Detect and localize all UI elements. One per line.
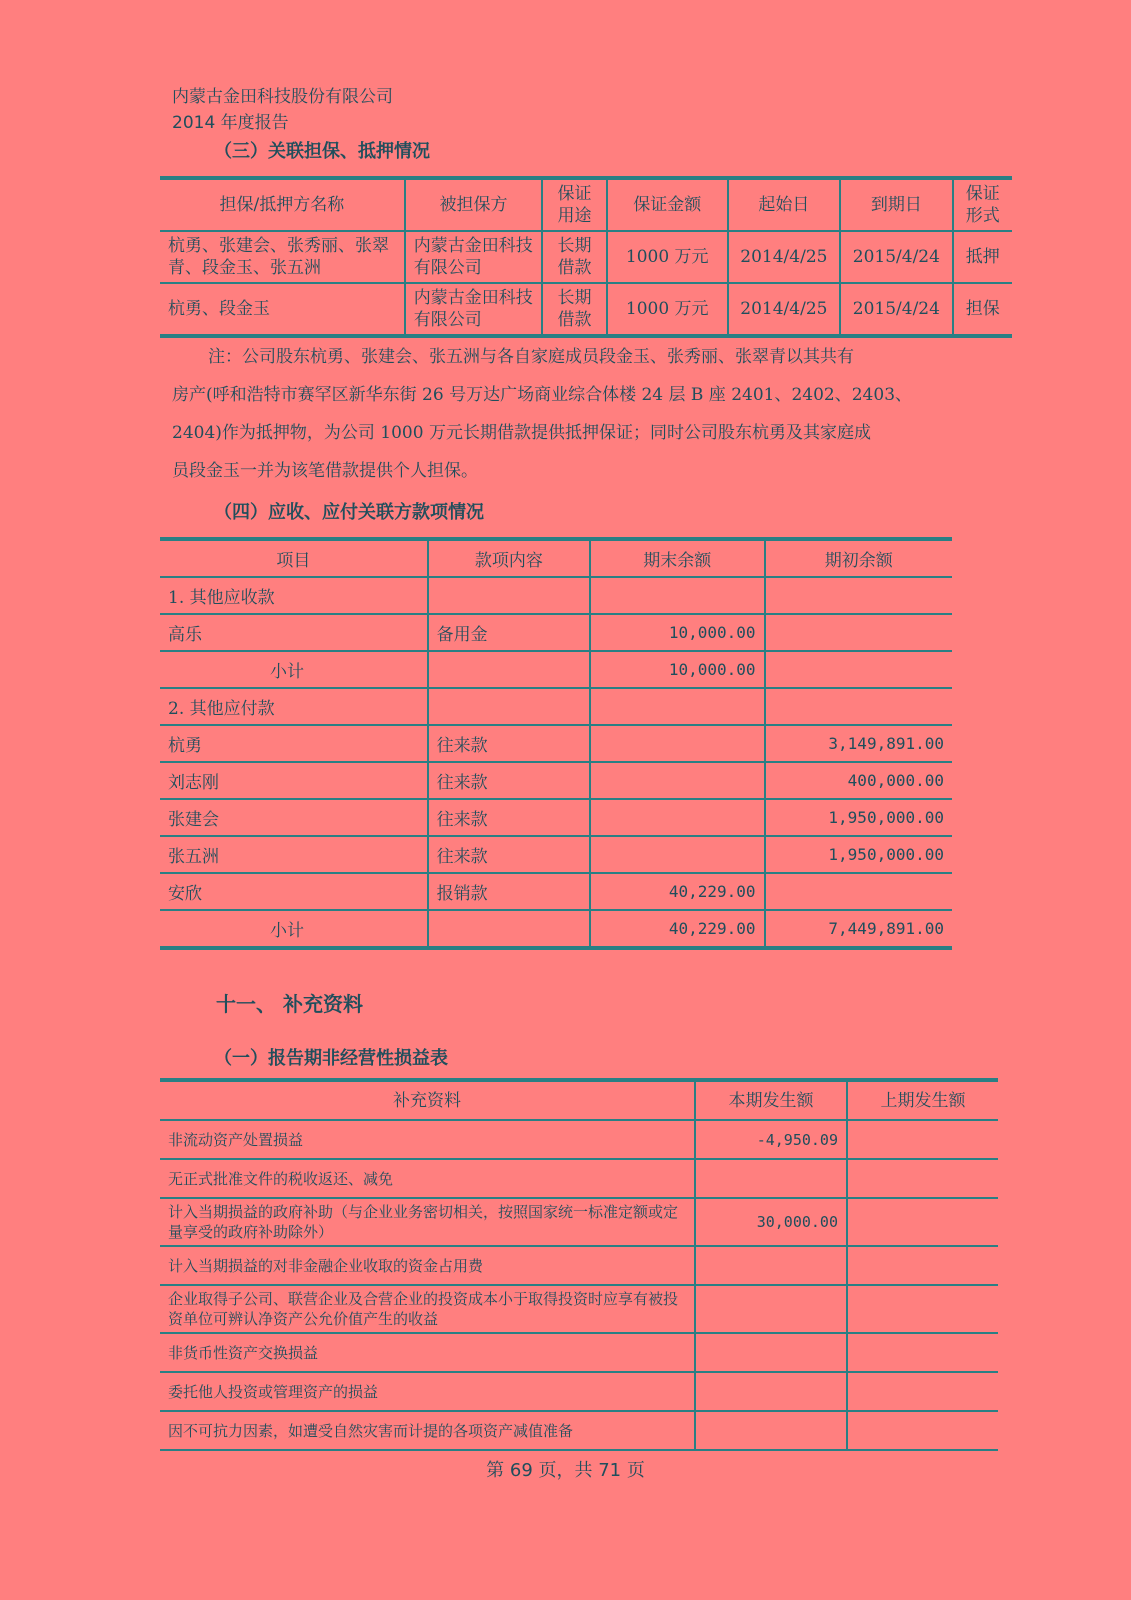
cell bbox=[847, 1246, 998, 1285]
note-line: 房产(呼和浩特市赛罕区新华东街 26 号万达广场商业综合体楼 24 层 B 座 2401、2402、2403、 bbox=[172, 385, 913, 405]
cell: 委托他人投资或管理资产的损益 bbox=[160, 1372, 695, 1411]
table-row bbox=[160, 231, 1012, 283]
cell bbox=[590, 577, 764, 614]
cell bbox=[428, 910, 590, 948]
column-header: 期末余额 bbox=[590, 539, 764, 577]
receivables-table bbox=[160, 537, 952, 950]
cell: 报销款 bbox=[428, 873, 590, 910]
note-line: 注：公司股东杭勇、张建会、张五洲与各自家庭成员段金玉、张秀丽、张翠青以其共有 bbox=[208, 347, 854, 367]
page-number: 第 69 页，共 71 页 bbox=[486, 1460, 645, 1481]
cell bbox=[695, 1159, 847, 1198]
cell bbox=[695, 1333, 847, 1372]
cell: 杭勇、段金玉 bbox=[160, 283, 405, 336]
cell: 因不可抗力因素，如遭受自然灾害而计提的各项资产减值准备 bbox=[160, 1411, 695, 1450]
column-header: 保证形式 bbox=[953, 178, 1012, 231]
cell: 长期借款 bbox=[542, 283, 607, 336]
column-header: 被担保方 bbox=[405, 178, 542, 231]
cell bbox=[590, 762, 764, 799]
cell: 7,449,891.00 bbox=[765, 910, 952, 948]
cell: 1. 其他应收款 bbox=[160, 577, 428, 614]
table-row bbox=[160, 614, 952, 651]
cell: -4,950.09 bbox=[695, 1120, 847, 1159]
cell: 高乐 bbox=[160, 614, 428, 651]
cell: 企业取得子公司、联营企业及合营企业的投资成本小于取得投资时应享有被投资单位可辨认净资产公允价值产生的收益 bbox=[160, 1285, 695, 1333]
cell bbox=[428, 651, 590, 688]
column-header: 本期发生额 bbox=[695, 1080, 847, 1120]
cell: 2014/4/25 bbox=[728, 283, 840, 336]
cell: 杭勇、张建会、张秀丽、张翠青、段金玉、张五洲 bbox=[160, 231, 405, 283]
table-row bbox=[160, 688, 952, 725]
cell: 40,229.00 bbox=[590, 873, 764, 910]
cell bbox=[695, 1285, 847, 1333]
cell: 小计 bbox=[160, 651, 428, 688]
cell bbox=[765, 614, 952, 651]
table-row bbox=[160, 1372, 998, 1411]
cell: 张建会 bbox=[160, 799, 428, 836]
cell: 往来款 bbox=[428, 725, 590, 762]
table-row bbox=[160, 1198, 998, 1246]
cell: 2015/4/24 bbox=[840, 231, 952, 283]
cell bbox=[695, 1372, 847, 1411]
cell bbox=[590, 799, 764, 836]
table-row bbox=[160, 725, 952, 762]
cell: 30,000.00 bbox=[695, 1198, 847, 1246]
cell bbox=[765, 688, 952, 725]
cell: 3,149,891.00 bbox=[765, 725, 952, 762]
table-row bbox=[160, 1333, 998, 1372]
cell bbox=[590, 688, 764, 725]
table-header-row bbox=[160, 1080, 998, 1120]
column-header: 期初余额 bbox=[765, 539, 952, 577]
cell: 担保 bbox=[953, 283, 1012, 336]
column-header: 款项内容 bbox=[428, 539, 590, 577]
cell: 往来款 bbox=[428, 799, 590, 836]
column-header: 到期日 bbox=[840, 178, 952, 231]
cell bbox=[847, 1372, 998, 1411]
cell bbox=[590, 725, 764, 762]
nonoperating-table bbox=[160, 1078, 998, 1451]
table-row bbox=[160, 651, 952, 688]
column-header: 项目 bbox=[160, 539, 428, 577]
report-title: 2014 年度报告 bbox=[172, 113, 289, 133]
cell bbox=[695, 1411, 847, 1450]
table-row bbox=[160, 836, 952, 873]
cell: 无正式批准文件的税收返还、减免 bbox=[160, 1159, 695, 1198]
cell bbox=[428, 577, 590, 614]
cell bbox=[847, 1198, 998, 1246]
cell: 刘志刚 bbox=[160, 762, 428, 799]
cell: 计入当期损益的对非金融企业收取的资金占用费 bbox=[160, 1246, 695, 1285]
cell bbox=[765, 577, 952, 614]
table-row bbox=[160, 1246, 998, 1285]
section-title-guarantee: （三）关联担保、抵押情况 bbox=[214, 141, 430, 162]
cell: 10,000.00 bbox=[590, 651, 764, 688]
cell: 备用金 bbox=[428, 614, 590, 651]
column-header: 起始日 bbox=[728, 178, 840, 231]
cell bbox=[847, 1159, 998, 1198]
cell: 安欣 bbox=[160, 873, 428, 910]
cell: 抵押 bbox=[953, 231, 1012, 283]
cell: 计入当期损益的政府补助（与企业业务密切相关，按照国家统一标准定额或定量享受的政府补助除外） bbox=[160, 1198, 695, 1246]
cell bbox=[428, 688, 590, 725]
note-line: 2404)作为抵押物，为公司 1000 万元长期借款提供抵押保证；同时公司股东杭勇及其家庭成 bbox=[172, 423, 871, 443]
section-title-nonoperating: （一）报告期非经营性损益表 bbox=[214, 1048, 448, 1069]
cell: 2015/4/24 bbox=[840, 283, 952, 336]
table-row bbox=[160, 873, 952, 910]
cell: 2. 其他应付款 bbox=[160, 688, 428, 725]
table-row bbox=[160, 1120, 998, 1159]
chapter-title: 十一、 补充资料 bbox=[216, 992, 363, 1016]
note-line: 员段金玉一并为该笔借款提供个人担保。 bbox=[172, 461, 478, 481]
cell: 张五洲 bbox=[160, 836, 428, 873]
cell: 杭勇 bbox=[160, 725, 428, 762]
column-header: 补充资料 bbox=[160, 1080, 695, 1120]
cell bbox=[765, 873, 952, 910]
cell: 往来款 bbox=[428, 762, 590, 799]
cell bbox=[847, 1285, 998, 1333]
cell: 1000 万元 bbox=[607, 231, 728, 283]
cell bbox=[765, 651, 952, 688]
cell: 长期借款 bbox=[542, 231, 607, 283]
column-header: 保证用途 bbox=[542, 178, 607, 231]
column-header: 上期发生额 bbox=[847, 1080, 998, 1120]
column-header: 保证金额 bbox=[607, 178, 728, 231]
cell bbox=[847, 1120, 998, 1159]
table-row bbox=[160, 910, 952, 948]
cell bbox=[847, 1333, 998, 1372]
cell: 内蒙古金田科技有限公司 bbox=[405, 283, 542, 336]
cell bbox=[695, 1246, 847, 1285]
cell: 小计 bbox=[160, 910, 428, 948]
table-row bbox=[160, 577, 952, 614]
section-title-receivables: （四）应收、应付关联方款项情况 bbox=[214, 502, 484, 523]
table-row bbox=[160, 799, 952, 836]
table-row bbox=[160, 1285, 998, 1333]
cell: 40,229.00 bbox=[590, 910, 764, 948]
table-row bbox=[160, 1411, 998, 1450]
cell: 内蒙古金田科技有限公司 bbox=[405, 231, 542, 283]
cell: 往来款 bbox=[428, 836, 590, 873]
table-row bbox=[160, 1159, 998, 1198]
cell bbox=[847, 1411, 998, 1450]
cell: 1,950,000.00 bbox=[765, 836, 952, 873]
cell: 非货币性资产交换损益 bbox=[160, 1333, 695, 1372]
guarantee-table bbox=[160, 176, 1012, 338]
column-header: 担保/抵押方名称 bbox=[160, 178, 405, 231]
guarantee-note bbox=[172, 338, 992, 490]
table-row bbox=[160, 283, 1012, 336]
cell: 2014/4/25 bbox=[728, 231, 840, 283]
cell: 非流动资产处置损益 bbox=[160, 1120, 695, 1159]
cell: 1000 万元 bbox=[607, 283, 728, 336]
cell: 1,950,000.00 bbox=[765, 799, 952, 836]
table-row bbox=[160, 762, 952, 799]
cell: 10,000.00 bbox=[590, 614, 764, 651]
company-name: 内蒙古金田科技股份有限公司 bbox=[172, 87, 393, 107]
table-header-row bbox=[160, 178, 1012, 231]
cell: 400,000.00 bbox=[765, 762, 952, 799]
cell bbox=[590, 836, 764, 873]
table-header-row bbox=[160, 539, 952, 577]
